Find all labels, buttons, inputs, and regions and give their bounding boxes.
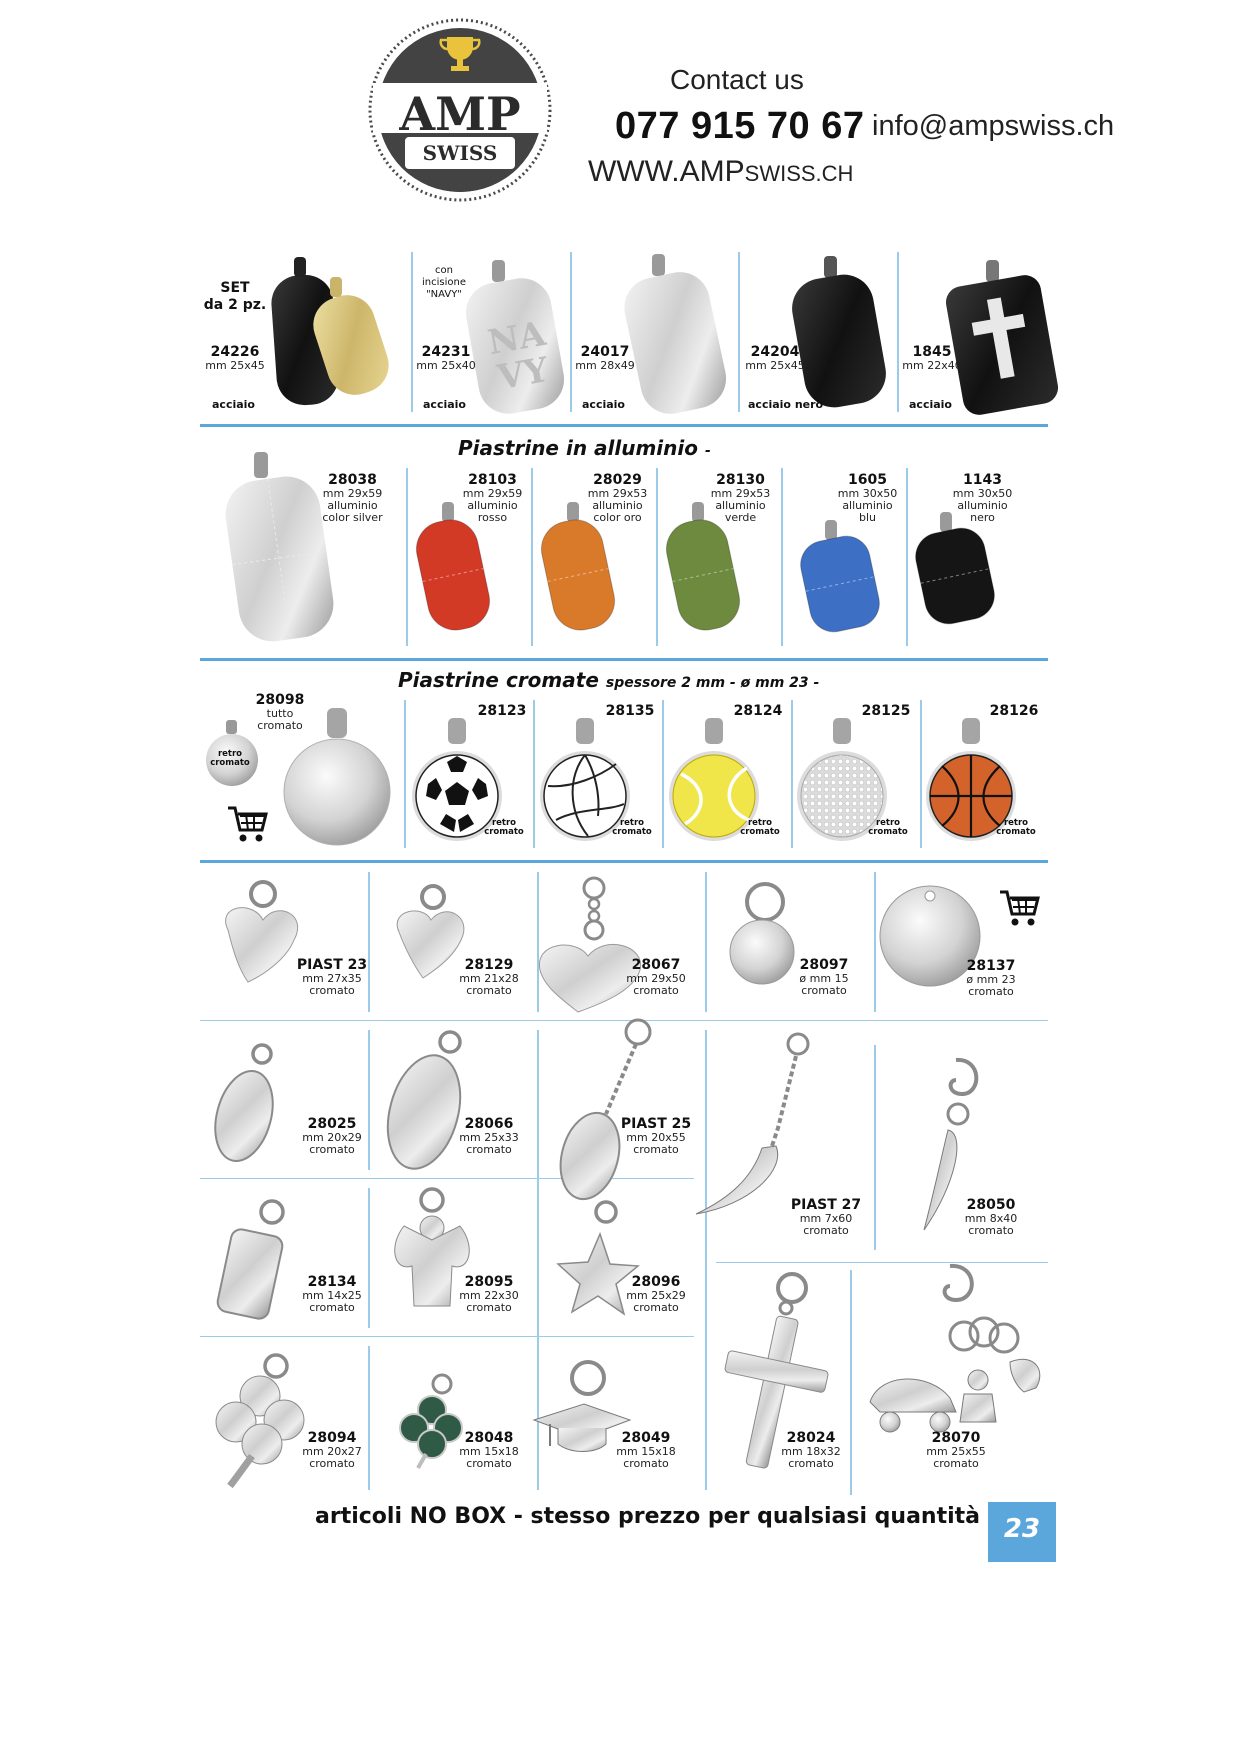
horn-keychain-image xyxy=(690,1030,830,1225)
page-number-box xyxy=(988,1502,1056,1562)
pendant-label: PIAST 23 mm 27x35 cromato xyxy=(296,957,368,997)
section-divider xyxy=(200,860,1048,863)
pendant-label: 28066 mm 25x33 cromato xyxy=(459,1116,519,1156)
section-divider xyxy=(200,658,1048,661)
cross-tag-image xyxy=(950,258,1060,418)
pendant-label: PIAST 27 mm 7x60 cromato xyxy=(790,1197,862,1237)
pendant-label: 28097 ø mm 15 cromato xyxy=(799,957,849,997)
tag-label: 24017 mm 28x49 xyxy=(575,344,635,372)
svg-text:VY: VY xyxy=(494,349,552,399)
material-label: acciaio xyxy=(212,398,255,411)
website-link[interactable]: WWW.AMPSWISS.CH xyxy=(588,155,854,188)
logo-main-text: AMP xyxy=(399,87,521,141)
shopping-cart-icon[interactable] xyxy=(998,888,1042,928)
pendant-label: 28050 mm 8x40 cromato xyxy=(964,1197,1018,1237)
pendant-label: 28067 mm 29x50 cromato xyxy=(626,957,686,997)
aluminium-tag-blue-image xyxy=(795,518,895,648)
retro-label: retro cromato xyxy=(210,749,250,768)
navy-tag-image xyxy=(468,258,568,418)
tag-label: 28038 mm 29x59 alluminio color silver xyxy=(322,472,383,524)
aluminium-title: Piastrine in alluminio - xyxy=(458,436,711,460)
pendant-label: 28048 mm 15x18 cromato xyxy=(459,1430,519,1470)
tag-label: 24231 mm 25x40 xyxy=(416,344,476,372)
tag-label: 28130 mm 29x53 alluminio verde xyxy=(710,472,771,524)
tag-label: 24204 mm 25x45 xyxy=(745,344,805,372)
tag-label: 28103 mm 29x59 alluminio rosso xyxy=(462,472,523,524)
oval-pendant-image xyxy=(206,1040,286,1170)
logo-sub-text: SWISS xyxy=(422,141,498,165)
tag-label: 1845 mm 22x40 xyxy=(902,344,962,372)
material-label: acciaio xyxy=(909,398,952,411)
chrome-disc-image xyxy=(282,706,394,848)
pendant-label: 28095 mm 22x30 cromato xyxy=(459,1274,519,1314)
black-steel-tag-image xyxy=(790,254,890,414)
tag-label: 1143 mm 30x50 alluminio nero xyxy=(952,472,1013,524)
material-label: acciaio xyxy=(423,398,466,411)
oval-keychain-image xyxy=(550,1016,650,1206)
pendant-label: 28025 mm 20x29 cromato xyxy=(302,1116,362,1156)
engraving-note: con incisione "NAVY" xyxy=(422,265,466,300)
steel-tag-image xyxy=(620,252,730,417)
pendant-label: PIAST 25 mm 20x55 cromato xyxy=(620,1116,692,1156)
phone-number[interactable]: 077 915 70 67 xyxy=(615,105,865,147)
tag-label: 28098 tutto cromato xyxy=(255,692,305,732)
tag-label: 1605 mm 30x50 alluminio blu xyxy=(837,472,898,524)
set-label: SET da 2 pz. xyxy=(203,280,267,313)
page-number: 23 xyxy=(1003,1514,1041,1544)
chrome-title: Piastrine cromate spessore 2 mm - ø mm 23 - xyxy=(398,668,820,692)
email-address[interactable]: info@ampswiss.ch xyxy=(872,110,1115,142)
pendant-label: 28137 ø mm 23 cromato xyxy=(966,958,1016,998)
pendant-label: 28094 mm 20x27 cromato xyxy=(302,1430,362,1470)
dog-tag-set-image xyxy=(268,255,408,415)
material-label: acciaio xyxy=(582,398,625,411)
tag-label: 24226 mm 25x45 xyxy=(205,344,265,372)
rectangle-pendant-image xyxy=(214,1198,294,1328)
footer-note: articoli NO BOX - stesso prezzo per qualsiasi quantità xyxy=(315,1504,981,1529)
contact-label: Contact us xyxy=(670,64,804,95)
pendant-label: 28049 mm 15x18 cromato xyxy=(616,1430,676,1470)
clover-pendant-image xyxy=(212,1352,312,1492)
shopping-cart-icon[interactable] xyxy=(226,804,270,844)
pendant-label: 28070 mm 25x55 cromato xyxy=(926,1430,986,1470)
pendant-label: 28129 mm 21x28 cromato xyxy=(459,957,519,997)
material-label: acciaio nero xyxy=(748,398,824,411)
pendant-label: 28096 mm 25x29 cromato xyxy=(626,1274,686,1314)
amp-swiss-logo xyxy=(365,15,555,205)
section-divider xyxy=(200,424,1048,427)
aluminium-tag-black-image xyxy=(910,510,1010,640)
pendant-label: 28134 mm 14x25 cromato xyxy=(302,1274,362,1314)
svg-text:NA: NA xyxy=(484,313,549,364)
pendant-label: 28024 mm 18x32 cromato xyxy=(781,1430,841,1470)
heart-pendant-image xyxy=(208,880,308,990)
tag-label: 28029 mm 29x53 alluminio color oro xyxy=(587,472,648,524)
